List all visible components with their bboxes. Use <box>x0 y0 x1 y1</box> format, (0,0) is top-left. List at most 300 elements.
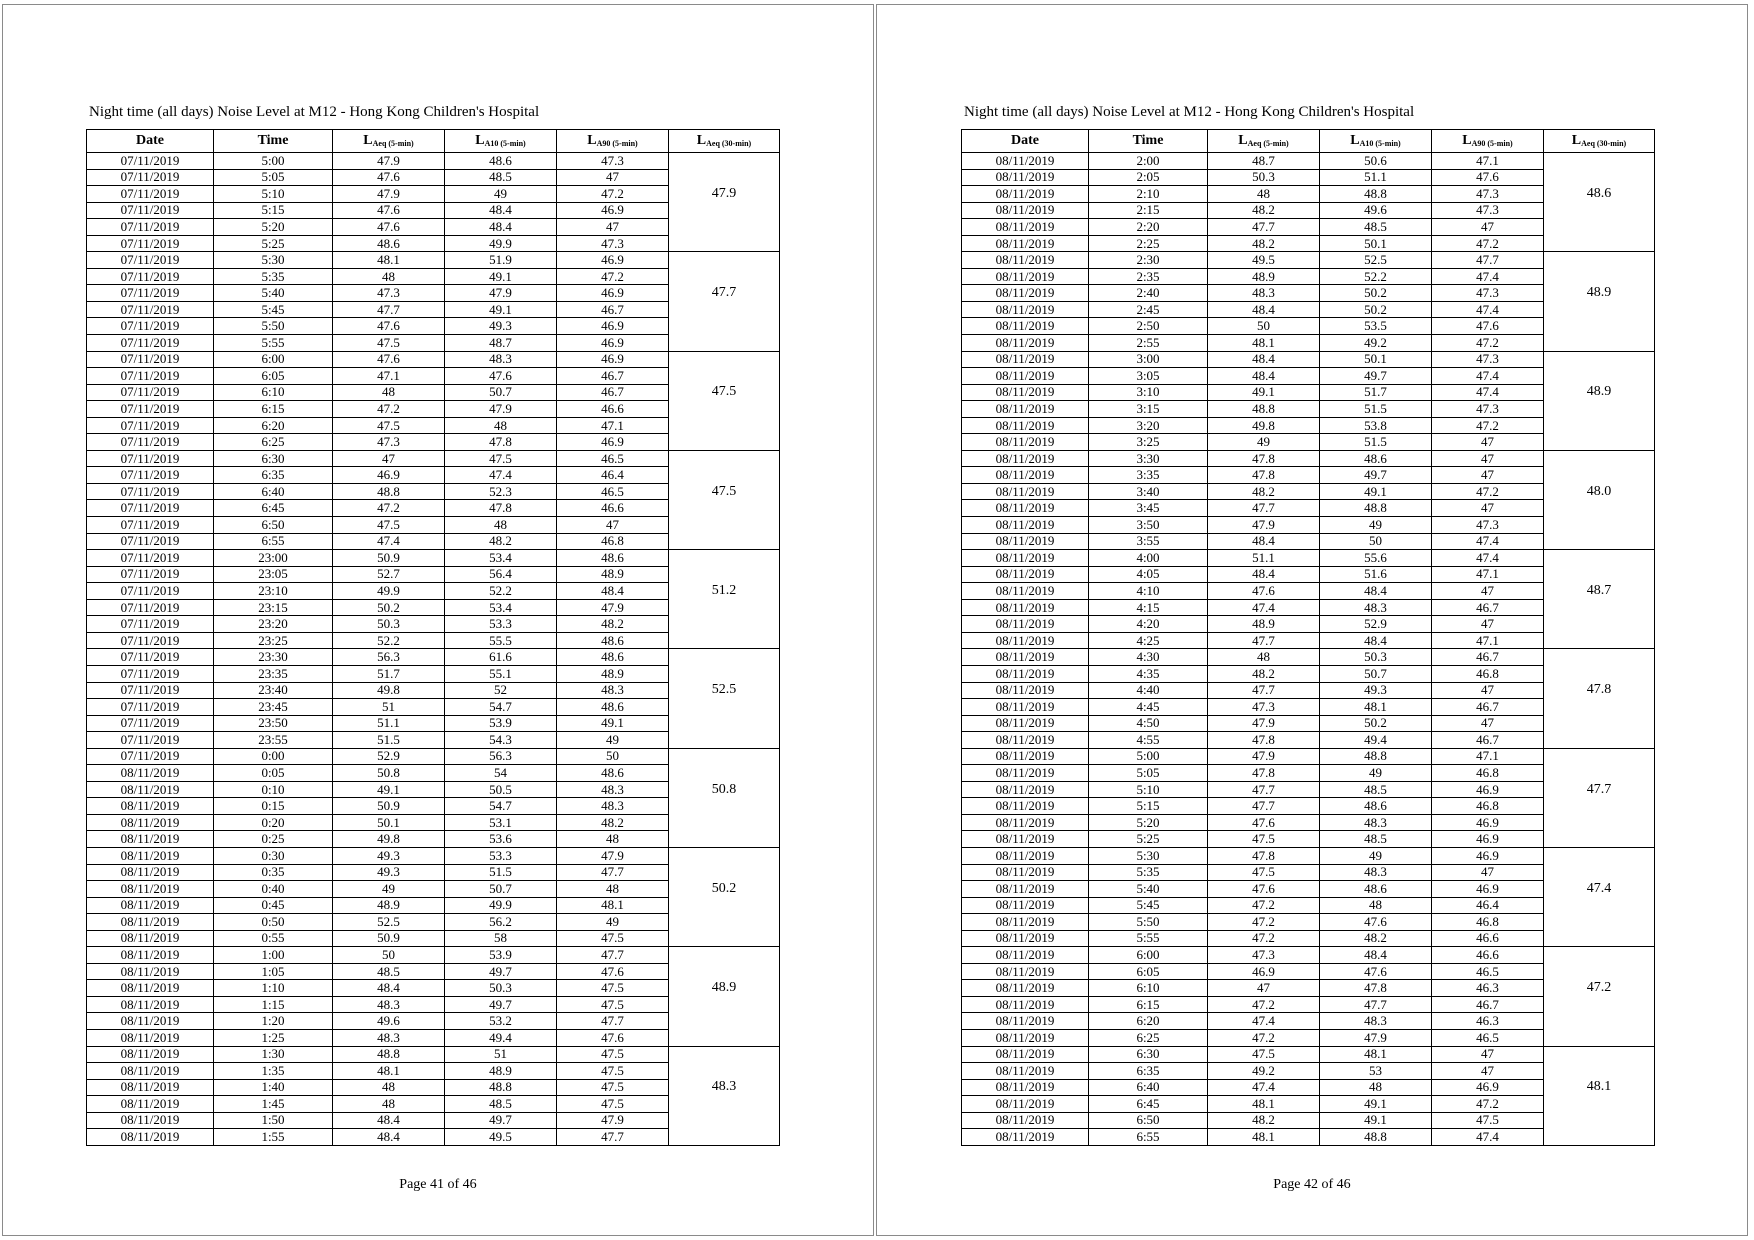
laeq-30min-cell-spacer <box>669 1129 780 1146</box>
laeq-5min-cell: 47.2 <box>1208 930 1320 947</box>
la90-5min-cell: 47.6 <box>557 963 669 980</box>
laeq-30min-cell-spacer <box>669 335 780 352</box>
table-row <box>962 1079 1655 1096</box>
la10-5min-cell: 53.9 <box>445 947 557 964</box>
time-cell: 3:45 <box>1089 500 1208 517</box>
date-cell: 08/11/2019 <box>962 814 1089 831</box>
laeq-30min-cell-spacer <box>669 748 780 765</box>
time-cell: 3:05 <box>1089 368 1208 385</box>
laeq-5min-cell: 47.8 <box>1208 467 1320 484</box>
la90-5min-cell: 46.7 <box>1432 599 1544 616</box>
date-cell: 08/11/2019 <box>962 996 1089 1013</box>
date-cell: 08/11/2019 <box>87 847 214 864</box>
table-row <box>87 715 780 732</box>
laeq-30min-cell-spacer <box>1544 765 1655 782</box>
laeq-30min-cell-spacer <box>1544 715 1655 732</box>
laeq-5min-cell: 50.3 <box>333 616 445 633</box>
la90-5min-cell: 47.3 <box>1432 517 1544 534</box>
table-title: Night time (all days) Noise Level at M12 - Hong Kong Children's Hospital <box>89 104 540 120</box>
la10-5min-cell: 54.7 <box>445 798 557 815</box>
laeq-30min-cell-spacer <box>669 996 780 1013</box>
la90-5min-cell: 47.3 <box>1432 186 1544 203</box>
laeq-30min-cell-spacer <box>669 699 780 716</box>
laeq-5min-cell: 47.9 <box>1208 748 1320 765</box>
table-row <box>87 335 780 352</box>
time-cell: 23:50 <box>214 715 333 732</box>
la10-5min-cell: 48.8 <box>1320 186 1432 203</box>
date-cell: 07/11/2019 <box>87 665 214 682</box>
la90-5min-cell: 46.6 <box>1432 947 1544 964</box>
laeq-30min-cell-spacer <box>669 235 780 252</box>
table-row <box>87 599 780 616</box>
table-row <box>962 980 1655 997</box>
table-row <box>87 699 780 716</box>
la90-5min-cell: 47.3 <box>1432 285 1544 302</box>
la90-5min-cell: 46.8 <box>1432 765 1544 782</box>
la10-5min-cell: 48.3 <box>1320 864 1432 881</box>
laeq-5min-cell: 47.8 <box>1208 450 1320 467</box>
date-cell: 08/11/2019 <box>87 1112 214 1129</box>
table-row <box>87 450 780 467</box>
laeq-5min-cell: 47.6 <box>1208 814 1320 831</box>
laeq-30min-cell-spacer <box>669 202 780 219</box>
laeq-30min-cell-spacer <box>669 1112 780 1129</box>
date-cell: 08/11/2019 <box>962 235 1089 252</box>
la90-5min-cell: 47.1 <box>1432 566 1544 583</box>
la90-5min-cell: 46.7 <box>1432 996 1544 1013</box>
la90-5min-cell: 47 <box>557 169 669 186</box>
time-cell: 5:50 <box>1089 914 1208 931</box>
time-cell: 3:35 <box>1089 467 1208 484</box>
col-header-laeq-30min: $L_{Aeq (30-min)}$ <box>1544 130 1655 153</box>
date-cell: 08/11/2019 <box>962 897 1089 914</box>
la90-5min-cell: 47.9 <box>557 1112 669 1129</box>
date-cell: 08/11/2019 <box>962 732 1089 749</box>
table-row <box>962 649 1655 666</box>
time-cell: 6:05 <box>214 368 333 385</box>
table-row <box>87 963 780 980</box>
la90-5min-cell: 47.7 <box>557 1129 669 1146</box>
time-cell: 5:10 <box>214 186 333 203</box>
time-cell: 23:40 <box>214 682 333 699</box>
table-row <box>962 186 1655 203</box>
noise-level-table <box>961 129 1655 1146</box>
laeq-30min-cell: 47.5 <box>669 483 780 500</box>
la10-5min-cell: 49.6 <box>1320 202 1432 219</box>
la90-5min-cell: 47 <box>1432 467 1544 484</box>
table-row <box>962 616 1655 633</box>
laeq-5min-cell: 48.9 <box>1208 616 1320 633</box>
date-cell: 08/11/2019 <box>962 318 1089 335</box>
date-cell: 08/11/2019 <box>962 566 1089 583</box>
laeq-5min-cell: 47 <box>333 450 445 467</box>
la10-5min-cell: 47.5 <box>445 450 557 467</box>
la10-5min-cell: 53.5 <box>1320 318 1432 335</box>
date-cell: 08/11/2019 <box>962 914 1089 931</box>
table-row <box>962 1112 1655 1129</box>
la90-5min-cell: 46.7 <box>1432 732 1544 749</box>
time-cell: 2:20 <box>1089 219 1208 236</box>
laeq-30min-cell: 48.9 <box>1544 384 1655 401</box>
la10-5min-cell: 48.2 <box>1320 930 1432 947</box>
table-row <box>962 1129 1655 1146</box>
la90-5min-cell: 47.5 <box>1432 1112 1544 1129</box>
la90-5min-cell: 46.7 <box>1432 699 1544 716</box>
la10-5min-cell: 48.3 <box>1320 599 1432 616</box>
time-cell: 2:25 <box>1089 235 1208 252</box>
laeq-5min-cell: 49.2 <box>1208 1063 1320 1080</box>
table-row <box>962 996 1655 1013</box>
date-cell: 08/11/2019 <box>87 947 214 964</box>
laeq-30min-cell-spacer <box>1544 831 1655 848</box>
date-cell: 08/11/2019 <box>87 930 214 947</box>
la10-5min-cell: 50.6 <box>1320 153 1432 170</box>
la10-5min-cell: 52.2 <box>445 583 557 600</box>
laeq-5min-cell: 51 <box>333 699 445 716</box>
la90-5min-cell: 47.4 <box>1432 1129 1544 1146</box>
la10-5min-cell: 47.9 <box>445 401 557 418</box>
time-cell: 2:40 <box>1089 285 1208 302</box>
date-cell: 07/11/2019 <box>87 467 214 484</box>
table-body <box>962 153 1655 1146</box>
time-cell: 5:40 <box>1089 881 1208 898</box>
table-row <box>87 483 780 500</box>
laeq-5min-cell: 50.1 <box>333 814 445 831</box>
table-row <box>87 169 780 186</box>
laeq-5min-cell: 47.7 <box>333 301 445 318</box>
laeq-30min-cell-spacer <box>669 467 780 484</box>
date-cell: 08/11/2019 <box>962 1079 1089 1096</box>
laeq-5min-cell: 49.3 <box>333 864 445 881</box>
time-cell: 1:25 <box>214 1029 333 1046</box>
laeq-30min-cell-spacer <box>1544 649 1655 666</box>
date-cell: 08/11/2019 <box>87 781 214 798</box>
la90-5min-cell: 47.2 <box>1432 483 1544 500</box>
table-row <box>962 765 1655 782</box>
laeq-30min-cell: 48.9 <box>1544 285 1655 302</box>
laeq-5min-cell: 51.1 <box>333 715 445 732</box>
la90-5min-cell: 46.9 <box>557 202 669 219</box>
la90-5min-cell: 46.6 <box>557 500 669 517</box>
laeq-5min-cell: 51.1 <box>1208 550 1320 567</box>
la10-5min-cell: 49 <box>1320 847 1432 864</box>
la10-5min-cell: 47.6 <box>445 368 557 385</box>
la90-5min-cell: 46.7 <box>557 368 669 385</box>
table-row <box>87 1129 780 1146</box>
laeq-5min-cell: 47.9 <box>333 153 445 170</box>
time-cell: 1:20 <box>214 1013 333 1030</box>
la10-5min-cell: 48.8 <box>445 1079 557 1096</box>
time-cell: 3:30 <box>1089 450 1208 467</box>
laeq-30min-cell-spacer <box>1544 914 1655 931</box>
la90-5min-cell: 47 <box>1432 219 1544 236</box>
laeq-30min-cell-spacer <box>1544 748 1655 765</box>
la10-5min-cell: 48.4 <box>1320 947 1432 964</box>
table-row <box>962 434 1655 451</box>
la10-5min-cell: 49.3 <box>1320 682 1432 699</box>
la10-5min-cell: 56.4 <box>445 566 557 583</box>
time-cell: 23:35 <box>214 665 333 682</box>
time-cell: 23:55 <box>214 732 333 749</box>
la90-5min-cell: 47 <box>1432 715 1544 732</box>
table-row <box>87 268 780 285</box>
la90-5min-cell: 47.4 <box>1432 268 1544 285</box>
laeq-30min-cell-spacer <box>669 434 780 451</box>
time-cell: 2:35 <box>1089 268 1208 285</box>
date-cell: 08/11/2019 <box>87 864 214 881</box>
date-cell: 08/11/2019 <box>962 450 1089 467</box>
la10-5min-cell: 47.9 <box>445 285 557 302</box>
date-cell: 07/11/2019 <box>87 384 214 401</box>
date-cell: 08/11/2019 <box>962 186 1089 203</box>
table-row <box>87 996 780 1013</box>
la90-5min-cell: 49.1 <box>557 715 669 732</box>
time-cell: 23:15 <box>214 599 333 616</box>
date-cell: 08/11/2019 <box>87 831 214 848</box>
laeq-30min-cell-spacer <box>1544 1063 1655 1080</box>
time-cell: 5:20 <box>214 219 333 236</box>
time-cell: 1:35 <box>214 1063 333 1080</box>
table-row <box>87 864 780 881</box>
la90-5min-cell: 47.2 <box>1432 335 1544 352</box>
table-row <box>962 235 1655 252</box>
laeq-5min-cell: 47.1 <box>333 368 445 385</box>
la90-5min-cell: 47.4 <box>1432 533 1544 550</box>
date-cell: 07/11/2019 <box>87 599 214 616</box>
la90-5min-cell: 46.3 <box>1432 980 1544 997</box>
la10-5min-cell: 50.7 <box>1320 665 1432 682</box>
la90-5min-cell: 46.8 <box>1432 798 1544 815</box>
la10-5min-cell: 53.1 <box>445 814 557 831</box>
la10-5min-cell: 49.1 <box>445 301 557 318</box>
time-cell: 5:10 <box>1089 781 1208 798</box>
laeq-30min-cell-spacer <box>669 616 780 633</box>
la10-5min-cell: 48.6 <box>445 153 557 170</box>
la10-5min-cell: 55.6 <box>1320 550 1432 567</box>
la90-5min-cell: 47 <box>1432 616 1544 633</box>
table-row <box>962 732 1655 749</box>
time-cell: 0:40 <box>214 881 333 898</box>
time-cell: 3:40 <box>1089 483 1208 500</box>
date-cell: 07/11/2019 <box>87 335 214 352</box>
time-cell: 4:00 <box>1089 550 1208 567</box>
table-row <box>962 483 1655 500</box>
la90-5min-cell: 48.6 <box>557 550 669 567</box>
la10-5min-cell: 49.7 <box>445 1112 557 1129</box>
laeq-5min-cell: 49.8 <box>333 682 445 699</box>
time-cell: 2:50 <box>1089 318 1208 335</box>
laeq-5min-cell: 48.2 <box>1208 1112 1320 1129</box>
la90-5min-cell: 48.9 <box>557 665 669 682</box>
time-cell: 5:15 <box>1089 798 1208 815</box>
laeq-30min-cell-spacer <box>669 517 780 534</box>
time-cell: 4:10 <box>1089 583 1208 600</box>
table-row <box>87 533 780 550</box>
date-cell: 08/11/2019 <box>962 963 1089 980</box>
laeq-30min-cell-spacer <box>669 715 780 732</box>
date-cell: 08/11/2019 <box>962 169 1089 186</box>
laeq-5min-cell: 48.4 <box>333 1129 445 1146</box>
time-cell: 3:10 <box>1089 384 1208 401</box>
time-cell: 2:00 <box>1089 153 1208 170</box>
laeq-5min-cell: 47.3 <box>333 434 445 451</box>
laeq-30min-cell-spacer <box>669 401 780 418</box>
date-cell: 08/11/2019 <box>962 831 1089 848</box>
time-cell: 2:10 <box>1089 186 1208 203</box>
table-row <box>962 318 1655 335</box>
la10-5min-cell: 48.4 <box>1320 632 1432 649</box>
laeq-30min-cell-spacer <box>1544 351 1655 368</box>
la10-5min-cell: 48.5 <box>445 169 557 186</box>
laeq-5min-cell: 47 <box>1208 980 1320 997</box>
laeq-5min-cell: 56.3 <box>333 649 445 666</box>
laeq-30min-cell: 47.5 <box>669 384 780 401</box>
la90-5min-cell: 47.9 <box>557 847 669 864</box>
la90-5min-cell: 46.3 <box>1432 1013 1544 1030</box>
table-row <box>962 665 1655 682</box>
table-row <box>87 781 780 798</box>
la10-5min-cell: 49.7 <box>1320 467 1432 484</box>
la90-5min-cell: 47.3 <box>1432 401 1544 418</box>
time-cell: 6:00 <box>214 351 333 368</box>
col-header-laeq-5min: $L_{Aeq (5-min)}$ <box>1208 130 1320 153</box>
date-cell: 08/11/2019 <box>962 847 1089 864</box>
date-cell: 08/11/2019 <box>962 616 1089 633</box>
time-cell: 2:05 <box>1089 169 1208 186</box>
la90-5min-cell: 48.6 <box>557 699 669 716</box>
table-row <box>962 1029 1655 1046</box>
time-cell: 4:35 <box>1089 665 1208 682</box>
laeq-30min-cell-spacer <box>669 632 780 649</box>
time-cell: 0:50 <box>214 914 333 931</box>
la10-5min-cell: 48.6 <box>1320 450 1432 467</box>
laeq-5min-cell: 48.2 <box>1208 202 1320 219</box>
la90-5min-cell: 47.2 <box>1432 1096 1544 1113</box>
laeq-30min-cell: 50.2 <box>669 881 780 898</box>
time-cell: 4:30 <box>1089 649 1208 666</box>
laeq-30min-cell: 47.7 <box>669 285 780 302</box>
laeq-5min-cell: 50.3 <box>1208 169 1320 186</box>
laeq-5min-cell: 47.5 <box>1208 1046 1320 1063</box>
la10-5min-cell: 53.9 <box>445 715 557 732</box>
time-cell: 0:30 <box>214 847 333 864</box>
time-cell: 6:35 <box>1089 1063 1208 1080</box>
laeq-5min-cell: 52.9 <box>333 748 445 765</box>
laeq-30min-cell: 48.0 <box>1544 483 1655 500</box>
la10-5min-cell: 51 <box>445 1046 557 1063</box>
la90-5min-cell: 47.3 <box>1432 351 1544 368</box>
col-header-la10-5min: $L_{A10 (5-min)}$ <box>445 130 557 153</box>
time-cell: 0:15 <box>214 798 333 815</box>
laeq-5min-cell: 50.9 <box>333 798 445 815</box>
date-cell: 08/11/2019 <box>87 1096 214 1113</box>
laeq-5min-cell: 47.6 <box>333 318 445 335</box>
laeq-30min-cell-spacer <box>669 897 780 914</box>
laeq-5min-cell: 47.5 <box>333 417 445 434</box>
la10-5min-cell: 49.5 <box>445 1129 557 1146</box>
la90-5min-cell: 48.2 <box>557 616 669 633</box>
laeq-5min-cell: 52.2 <box>333 632 445 649</box>
la10-5min-cell: 48.5 <box>1320 219 1432 236</box>
time-cell: 6:00 <box>1089 947 1208 964</box>
date-cell: 08/11/2019 <box>962 268 1089 285</box>
date-cell: 08/11/2019 <box>962 335 1089 352</box>
time-cell: 4:25 <box>1089 632 1208 649</box>
la10-5min-cell: 51.7 <box>1320 384 1432 401</box>
la90-5min-cell: 47 <box>1432 864 1544 881</box>
time-cell: 6:30 <box>214 450 333 467</box>
time-cell: 0:05 <box>214 765 333 782</box>
la10-5min-cell: 53 <box>1320 1063 1432 1080</box>
laeq-30min-cell-spacer <box>669 864 780 881</box>
table-row <box>962 450 1655 467</box>
laeq-5min-cell: 47.2 <box>1208 1029 1320 1046</box>
la10-5min-cell: 49.3 <box>445 318 557 335</box>
table-row <box>962 682 1655 699</box>
table-row <box>962 781 1655 798</box>
laeq-30min-cell: 47.9 <box>669 186 780 203</box>
table-row <box>87 1096 780 1113</box>
date-cell: 08/11/2019 <box>962 947 1089 964</box>
la10-5min-cell: 58 <box>445 930 557 947</box>
la90-5min-cell: 48.6 <box>557 765 669 782</box>
laeq-5min-cell: 48.1 <box>333 1063 445 1080</box>
table-row <box>87 467 780 484</box>
date-cell: 08/11/2019 <box>962 219 1089 236</box>
date-cell: 08/11/2019 <box>87 1063 214 1080</box>
la90-5min-cell: 47.3 <box>557 235 669 252</box>
la10-5min-cell: 48.6 <box>1320 798 1432 815</box>
time-cell: 0:55 <box>214 930 333 947</box>
la90-5min-cell: 47 <box>557 219 669 236</box>
la90-5min-cell: 47.2 <box>557 186 669 203</box>
la10-5min-cell: 48.5 <box>445 1096 557 1113</box>
laeq-5min-cell: 48.2 <box>1208 665 1320 682</box>
time-cell: 4:55 <box>1089 732 1208 749</box>
col-header-laeq-5min: $L_{Aeq (5-min)}$ <box>333 130 445 153</box>
time-cell: 6:45 <box>214 500 333 517</box>
laeq-30min-cell-spacer <box>669 665 780 682</box>
la90-5min-cell: 48.4 <box>557 583 669 600</box>
laeq-5min-cell: 47.3 <box>333 285 445 302</box>
laeq-5min-cell: 48 <box>1208 649 1320 666</box>
laeq-5min-cell: 47.6 <box>333 219 445 236</box>
date-cell: 08/11/2019 <box>962 748 1089 765</box>
laeq-5min-cell: 52.5 <box>333 914 445 931</box>
la90-5min-cell: 47 <box>1432 434 1544 451</box>
date-cell: 08/11/2019 <box>87 897 214 914</box>
laeq-30min-cell-spacer <box>1544 153 1655 170</box>
la90-5min-cell: 46.8 <box>557 533 669 550</box>
la90-5min-cell: 50 <box>557 748 669 765</box>
laeq-30min-cell-spacer <box>669 963 780 980</box>
laeq-5min-cell: 48.3 <box>1208 285 1320 302</box>
la10-5min-cell: 48.8 <box>1320 1129 1432 1146</box>
laeq-5min-cell: 48.8 <box>333 1046 445 1063</box>
time-cell: 5:35 <box>1089 864 1208 881</box>
date-cell: 08/11/2019 <box>962 781 1089 798</box>
time-cell: 23:45 <box>214 699 333 716</box>
laeq-5min-cell: 47.6 <box>1208 881 1320 898</box>
la90-5min-cell: 47.5 <box>557 1079 669 1096</box>
table-row <box>87 930 780 947</box>
la10-5min-cell: 48.8 <box>1320 748 1432 765</box>
la90-5min-cell: 46.9 <box>1432 847 1544 864</box>
table-row <box>962 599 1655 616</box>
time-cell: 6:25 <box>214 434 333 451</box>
date-cell: 08/11/2019 <box>962 467 1089 484</box>
time-cell: 3:25 <box>1089 434 1208 451</box>
